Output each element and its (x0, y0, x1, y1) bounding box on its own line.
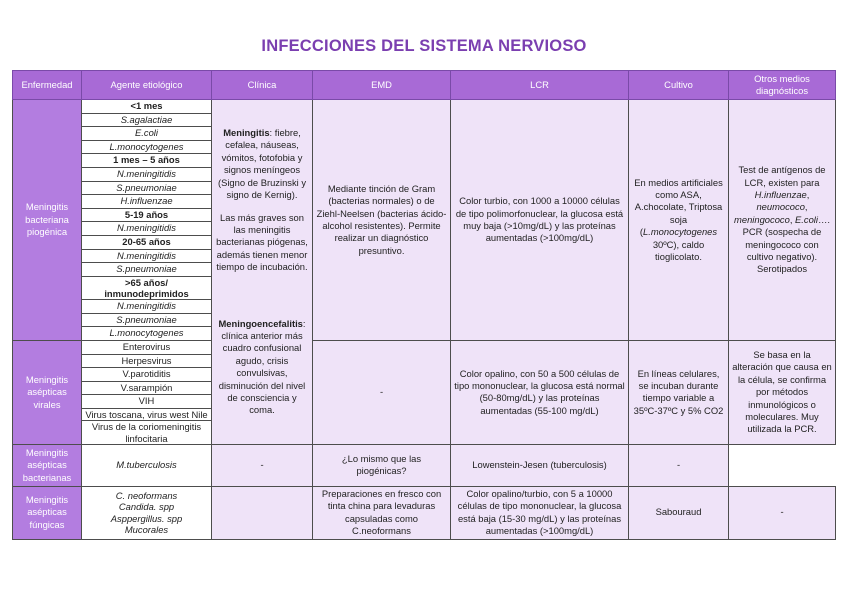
clinica-label: Meningoencefalitis (218, 317, 303, 329)
agente-cell: <1 mes (82, 100, 212, 114)
agente-cell: S.pneumoniae (82, 263, 212, 277)
agente-cell: N.meningitidis (82, 300, 212, 314)
agente-cell: 20-65 años (82, 235, 212, 249)
lcr-cell: ¿Lo mismo que las piogénicas? (313, 444, 451, 486)
enfermedad-cell: Meningitis bacteriana piogénica (13, 100, 82, 341)
agente-cell: S.pneumoniae (82, 181, 212, 195)
enfermedad-cell: Meningitis asépticas virales (13, 341, 82, 445)
header-enfermedad: Enfermedad (13, 71, 82, 100)
emd-cell: - (313, 341, 451, 445)
cultivo-cell: En líneas celulares, se incuban durante tiempo variable a 35ºC-37ºC y 5% CO2 (629, 341, 729, 445)
agente-cell: V.sarampión (82, 381, 212, 395)
cultivo-cell: En medios artificiales como ASA, A.chocolate, Triptosa soja (L.monocytogenes 30ºC), caldo tioglicolato. (629, 100, 729, 341)
header-cultivo: Cultivo (629, 71, 729, 100)
agente-cell: H.influenzae (82, 195, 212, 209)
otros-cell: Test de antígenos de LCR, existen para H.influenzae, neumococo, meningococo, E.coli…. PCR (sospecha de meningococo con cultivo negativo). Serotipados (729, 100, 836, 341)
cultivo-cell: Sabouraud (629, 486, 729, 539)
lcr-cell: Color turbio, con 1000 a 10000 células de tipo polimorfonuclear, la glucosa está muy baja (>10mg/dL) y las proteínas aumentadas (>100mg/dL) (451, 100, 629, 341)
agente-cell: 5-19 años (82, 208, 212, 222)
agente-cell: E.coli (82, 127, 212, 141)
agente-cell: N.meningitidis (82, 167, 212, 181)
agente-cell: M.tuberculosis (82, 444, 212, 486)
agente-cell: V.parotiditis (82, 368, 212, 382)
header-agente: Agente etiológico (82, 71, 212, 100)
otros-cell: - (729, 486, 836, 539)
clinica-label: Meningitis (223, 127, 270, 139)
otros-cell: Se basa en la alteración que causa en la célula, se confirma por métodos inmunológicos o moleculares. Muy utilizada la PCR. (729, 341, 836, 445)
header-row (13, 71, 836, 100)
table-row (13, 341, 836, 355)
otros-cell: - (629, 444, 729, 486)
agente-cell: L.monocytogenes (82, 327, 212, 341)
clinica-text: : fiebre, cefalea, náuseas, vómitos, fotofobia y signos meníngeos (Signo de Bruzinski y signo de Kernig). (217, 127, 307, 201)
emd-cell: Mediante tinción de Gram (bacterias normales) o de Ziehl-Neelsen (bacterias ácido-alcohol resistentes). Permite realizar un diagnóstico presuntivo. (313, 100, 451, 341)
agente-cell: VIH (82, 395, 212, 409)
emd-cell: Preparaciones en fresco con tinta china para levaduras capsuladas como C.neoformans (313, 486, 451, 539)
clinica-cell (212, 100, 313, 445)
clinica-text: : clínica anterior más cuadro confusional agudo, crisis convulsivas, disminución del nivel de consciencia y coma. (218, 317, 306, 416)
agente-cell: >65 años/ inmunodeprimidos (82, 276, 212, 300)
table-row (13, 486, 836, 539)
agente-cell: Herpesvirus (82, 354, 212, 368)
enfermedad-cell: Meningitis asépticas bacterianas (13, 444, 82, 486)
agente-cell: S.agalactiae (82, 113, 212, 127)
infections-table (12, 70, 836, 540)
cultivo-cell: Lowenstein-Jesen (tuberculosis) (451, 444, 629, 486)
agente-cell: L.monocytogenes (82, 140, 212, 154)
agente-cell: N.meningitidis (82, 249, 212, 263)
emd-cell: - (212, 444, 313, 486)
clinica-cell (212, 486, 313, 539)
lcr-cell: Color opalino/turbio, con 5 a 10000 células de tipo mononuclear, la glucosa está baja (15-30 mg/dL) y las proteínas aumentadas (>100mg/dL) (451, 486, 629, 539)
agente-cell: N.meningitidis (82, 222, 212, 236)
agente-cell: S.pneumoniae (82, 313, 212, 327)
agente-cell: Enterovirus (82, 341, 212, 355)
clinica-extra: Las más graves son las meningitis bacterianas piógenas, además tienen menor tiempo de incubación. (216, 211, 308, 273)
header-emd: EMD (313, 71, 451, 100)
page-title: INFECCIONES DEL SISTEMA NERVIOSO (261, 37, 587, 55)
lcr-cell: Color opalino, con 50 a 500 células de tipo mononuclear, la glucosa está normal (50-80mg/dL) y las proteínas aumentadas (55-100 mg/dL) (451, 341, 629, 445)
header-otros: Otros medios diagnósticos (729, 71, 836, 100)
agente-cell: C. neoformans Candida. spp Asppergillus. spp Mucorales (82, 486, 212, 539)
header-clinica: Clínica (212, 71, 313, 100)
agente-cell: Virus toscana, virus west Nile (82, 409, 212, 421)
agente-cell: Virus de la coriomeningitis linfocitaria (82, 421, 212, 445)
agente-cell: 1 mes – 5 años (82, 154, 212, 168)
enfermedad-cell: Meningitis asépticas fúngicas (13, 486, 82, 539)
table-row (13, 100, 836, 114)
header-lcr: LCR (451, 71, 629, 100)
table-row (13, 444, 836, 486)
